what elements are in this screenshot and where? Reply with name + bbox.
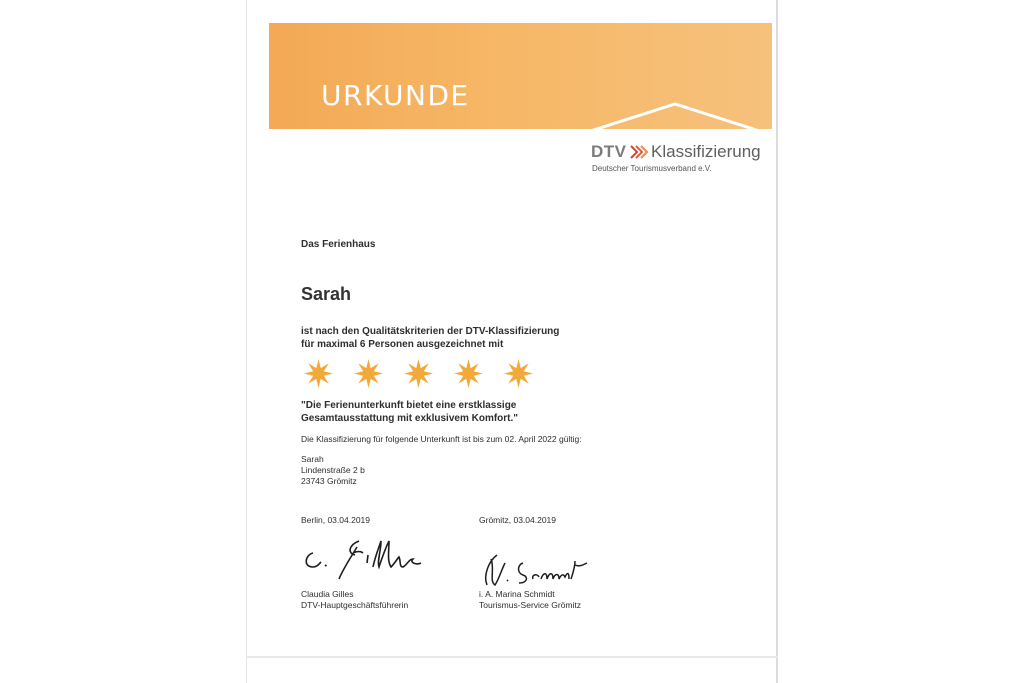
certificate-title: URKUNDE [321,79,470,112]
place-date-left: Berlin, 03.04.2019 [301,515,370,525]
star-icon [303,358,334,389]
signer-right [479,589,581,611]
property-name: Sarah [301,284,352,304]
signer-title: Tourismus-Service Grömitz [479,600,582,610]
property-address [301,454,365,487]
star-icon [403,358,434,389]
dtv-name: Klassifizierung [651,142,761,161]
signer-name: Claudia Gilles [301,589,354,599]
quality-quote [301,399,518,425]
place-date-right: Grömitz, 03.04.2019 [479,515,557,525]
star-icon [353,358,384,389]
signature-right [475,551,605,591]
dtv-logo [591,142,771,182]
house-roof-outline [575,102,775,138]
chevron-right-icon [629,144,649,160]
criteria-line: ist nach den Qualitätskriterien der DTV-Klassifizierung [301,326,560,337]
signature-left [299,533,429,581]
quote-line: "Die Ferienunterkunft bietet eine erstklassige [301,400,517,411]
address-line: Lindenstraße 2 b [301,465,365,475]
criteria-line: für maximal 6 Personen ausgezeichnet mit [301,339,504,350]
address-line: 23743 Grömitz [301,476,357,486]
criteria-text [301,325,559,351]
intro-text: Das Ferienhaus [301,239,376,250]
star-rating [303,358,543,390]
dtv-subtitle: Deutscher Tourismusverband e.V. [592,164,712,173]
star-icon [503,358,534,389]
quote-line: Gesamtausstattung mit exklusivem Komfort." [301,413,519,424]
address-line: Sarah [301,454,324,464]
dtv-brand: DTV [591,142,627,161]
signer-left [301,589,408,611]
signer-name: i. A. Marina Schmidt [479,589,555,599]
page-edge-shadow [246,656,778,658]
signer-title: DTV-Hauptgeschäftsführerin [301,600,409,610]
validity-text: Die Klassifizierung für folgende Unterkunft ist bis zum 02. April 2022 gültig: [301,434,582,444]
certificate-page [246,0,778,683]
star-icon [453,358,484,389]
